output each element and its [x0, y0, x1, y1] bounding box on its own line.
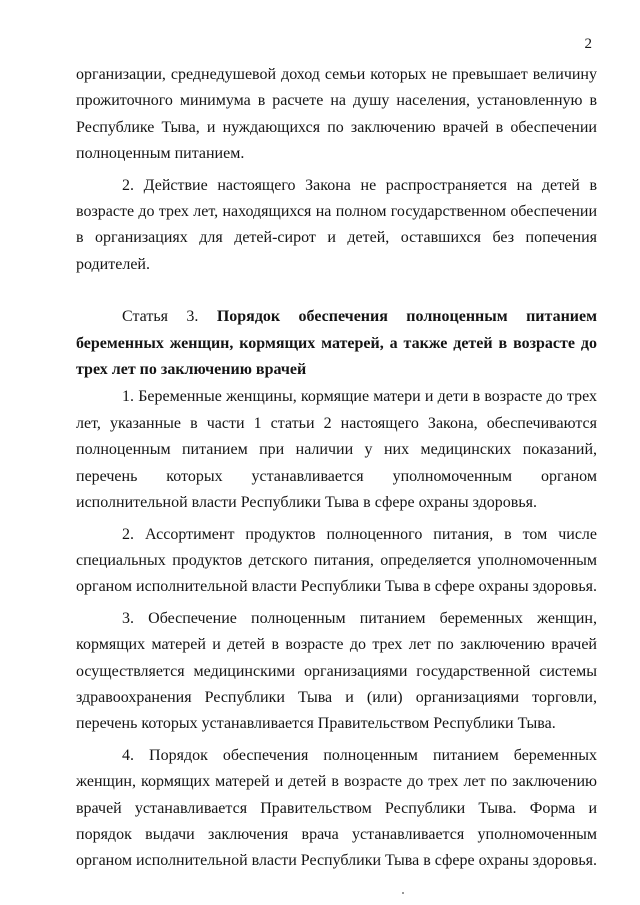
- article-3-part-3: 3. Обеспечение полноценным питанием беременных женщин, кормящих матерей и детей в возрасте до трех лет по заключению врачей осуществляется медицинскими организациями государственной системы здравоохранения Республики Тыва и (или) организациями торговли, перечень которых устанавливается Правительством Республики Тыва.: [76, 609, 597, 733]
- paragraph-continued: организации, среднедушевой доход семьи которых не превышает величину прожиточного минимума в расчете на душу населения, установленную в Республике Тыва, и нуждающихся по заключению врачей в обеспечении полноценным питанием.: [76, 66, 597, 163]
- article-3-part-1: 1. Беременные женщины, кормящие матери и дети в возрасте до трех лет, указанные в части 1 статьи 2 настоящего Закона, обеспечиваются полноценным питанием при наличии у них медицинских показаний, перечень которых устанавливается уполномоченным органом исполнительной власти Республики Тыва в сфере охраны здоровья.: [76, 388, 597, 512]
- document-body: [76, 62, 597, 880]
- article-3-part-2: 2. Ассортимент продуктов полноценного питания, в том числе специальных продуктов детского питания, определяется уполномоченным органом исполнительной власти Республики Тыва в сфере охраны здоровья.: [76, 525, 598, 596]
- article-3-part-4: 4. Порядок обеспечения полноценным питанием беременных женщин, кормящих матерей и детей в возрасте до трех лет по заключению врачей устанавливается Правительством Республики Тыва. Форма и порядок выдачи заключения врача устанавливается уполномоченным органом исполнительной власти Республики Тыва в сфере охраны здоровья.: [76, 746, 598, 870]
- page-number: 2: [584, 36, 592, 52]
- article-2-part-2: 2. Действие настоящего Закона не распространяется на детей в возрасте до трех лет, находящихся на полном государственном обеспечении в организациях для детей-сирот и детей, оставшихся без попечения родителей.: [76, 176, 597, 273]
- article-3-label: Статья 3.: [122, 308, 199, 326]
- scan-speck: [402, 892, 404, 894]
- article-3-title: Порядок обеспечения полноценным питанием беременных женщин, кормящих матерей, а также детей в возрасте до трех лет по заключению врачей: [76, 308, 598, 379]
- article-3-heading: [76, 304, 597, 383]
